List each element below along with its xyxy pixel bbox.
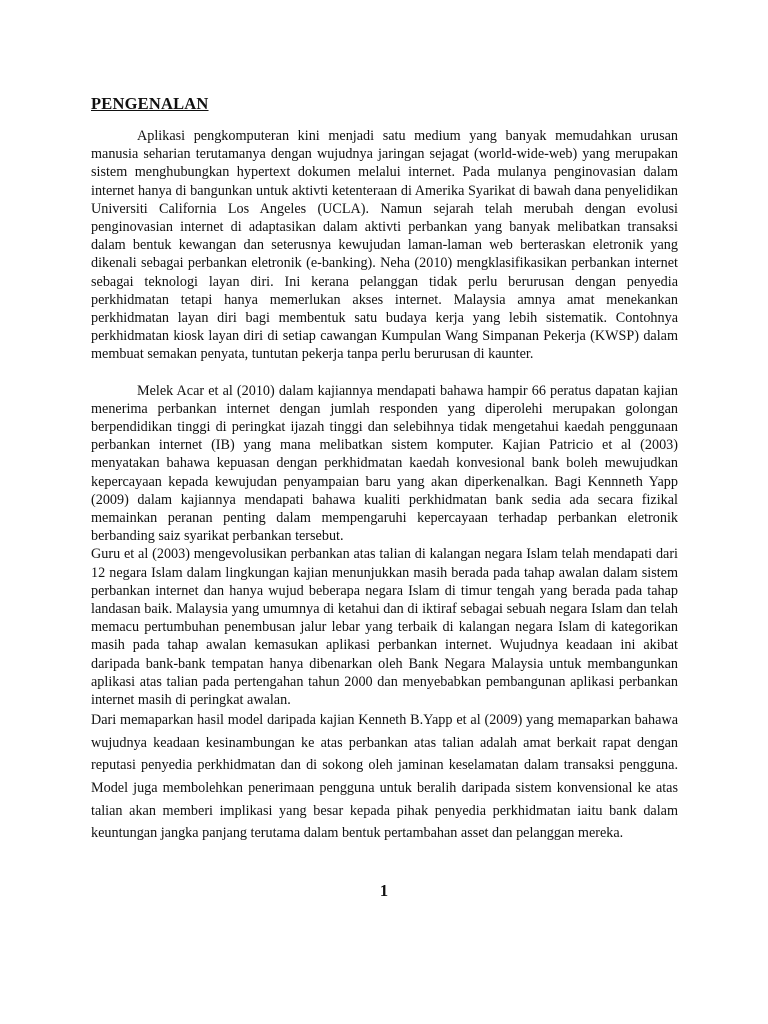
section-heading: PENGENALAN — [91, 94, 209, 113]
paragraph-guru: Guru et al (2003) mengevolusikan perbankan atas talian di kalangan negara Islam telah mendapati dari 12 negara Islam dalam lingkungan kajian menunjukkan masih berada pada tahap awalan dalam sistem perbankan internet dan hanya wujud beberapa negara Islam di timur tengah yang berada pada tahap landasan baik. Malaysia yang umumnya di ketahui dan di iktiraf sebagai sebuah negara Islam dan telah memacu pertumbuhan penembusan jalur lebar yang terbaik di kalangan negara Islam di kategorikan masih pada tahap awalan kemasukan aplikasi perbankan internet. Wujudnya keadaan ini akibat daripada bank-bank tempatan hanya dibenarkan oleh Bank Negara Malaysia untuk membangunkan aplikasi atas talian pada pertengahan tahun 2000 dan menyebabkan pembangunan aplikasi perbankan internet masih di peringkat awalan. — [91, 546, 678, 709]
page-number: 1 — [379, 881, 389, 900]
paragraph-introduction: Aplikasi pengkomputeran kini menjadi satu medium yang banyak memudahkan urusan manusia seharian terutamanya dengan wujudnya jaringan sejagat (world-wide-web) yang merupakan sistem menghubungkan hypertext dokumen melalui internet. Pada mulanya penginovasian dalam internet hanya di bangunkan untuk aktivti ketenteraan di Amerika Syarikat di bawah dana penyelidikan Universiti California Los Angeles (UCLA). Namun sejarah telah merubah dengan evolusi penginovasian internet di adaptasikan dalam aktivti perbankan yang banyak melibatkan transaksi dalam bentuk kewangan dan seterusnya kewujudan laman-laman web berteraskan eletronik yang dikenali sebagai perbankan eletronik (e-banking). Neha (2010) mengklasifikasikan perbankan internet sebagai teknologi layan diri. Ini kerana pelanggan tidak perlu berurusan dengan penyedia perkhidmatan tetapi hanya memerlukan akses internet. Malaysia amnya amat menekankan perkhidmatan layan diri bagi membentuk satu budaya kerja yang lebih sistematik. Contohnya perkhidmatan kiosk layan diri di setiap cawangan Kumpulan Wang Simpanan Pekerja (KWSP) dalam membuat semakan penyata, tuntutan pekerja tanpa perlu berurusan di kaunter. — [91, 128, 678, 363]
paragraph-melek-acar: Melek Acar et al (2010) dalam kajiannya mendapati bahawa hampir 66 peratus dapatan kajian menerima perbankan internet dengan jumlah responden yang diperolehi merupakan golongan berpendidikan tinggi di peringkat ijazah tinggi dan selebihnya tidak mengetahui kaedah penggunaan perbankan internet (IB) yang mana melibatkan sistem komputer. Kajian Patricio et al (2003) menyatakan bahawa kepuasan dengan perkhidmatan kaedah konvesional bank boleh mewujudkan kepercayaan kepada kewujudan penyampaian baru yang akan diperkenalkan. Bagi Kennneth Yapp (2009) dalam kajiannya mendapati bahawa kualiti perkhidmatan bank sedia ada secara fizikal memainkan peranan penting dalam mempengaruhi kepercayaan terhadap perbankan eletronik berbanding saiz syarikat perbankan tersebut. — [91, 382, 678, 545]
paragraph-yapp: Dari memaparkan hasil model daripada kajian Kenneth B.Yapp et al (2009) yang memaparkan bahawa wujudnya keadaan kesinambungan ke atas perbankan atas talian adalah amat berkait rapat dengan reputasi penyedia perkhidmatan dan di sokong oleh jaminan keselamatan dalam transaksi pengguna. Model juga membolehkan penerimaan pengguna untuk beralih daripada sistem konvensional ke atas talian akan memberi implikasi yang besar kepada pihak penyedia perkhidmatan iaitu bank dalam keuntungan jangka panjang terutama dalam bentuk pertambahan asset dan pelanggan mereka. — [91, 712, 678, 842]
body-text — [91, 127, 678, 845]
